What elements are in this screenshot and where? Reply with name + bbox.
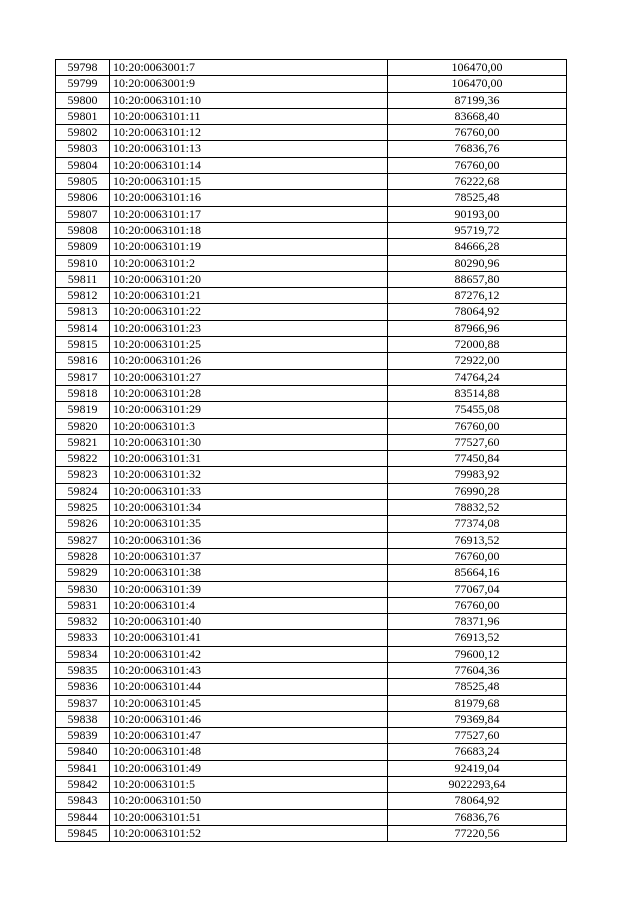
cadastral-value-cell: 76760,00 [388,418,567,434]
cadastral-number-cell: 10:20:0063101:48 [110,744,388,760]
cadastral-value-cell: 87276,12 [388,288,567,304]
cadastral-value-cell: 90193,00 [388,206,567,222]
cadastral-number-cell: 10:20:0063101:35 [110,516,388,532]
cadastral-value-cell: 76913,52 [388,630,567,646]
row-number-cell: 59811 [56,271,110,287]
row-number-cell: 59828 [56,548,110,564]
table-row [56,451,567,467]
row-number-cell: 59800 [56,92,110,108]
cadastral-number-cell: 10:20:0063101:40 [110,614,388,630]
table-row [56,141,567,157]
row-number-cell: 59823 [56,467,110,483]
table-row [56,483,567,499]
cadastral-value-cell: 76836,76 [388,809,567,825]
cadastral-value-cell: 76683,24 [388,744,567,760]
cadastral-number-cell: 10:20:0063101:10 [110,92,388,108]
cadastral-value-cell: 92419,04 [388,760,567,776]
cadastral-number-cell: 10:20:0063101:31 [110,451,388,467]
cadastral-value-cell: 77527,60 [388,728,567,744]
cadastral-number-cell: 10:20:0063101:49 [110,760,388,776]
row-number-cell: 59825 [56,500,110,516]
table-row [56,581,567,597]
cadastral-number-cell: 10:20:0063101:43 [110,662,388,678]
cadastral-value-cell: 83514,88 [388,385,567,401]
row-number-cell: 59818 [56,385,110,401]
row-number-cell: 59809 [56,239,110,255]
row-number-cell: 59810 [56,255,110,271]
cadastral-value-cell: 79983,92 [388,467,567,483]
cadastral-value-cell: 76760,00 [388,597,567,613]
cadastral-number-cell: 10:20:0063101:12 [110,125,388,141]
table-row [56,500,567,516]
cadastral-number-cell: 10:20:0063101:51 [110,809,388,825]
table-row [56,711,567,727]
cadastral-number-cell: 10:20:0063101:17 [110,206,388,222]
row-number-cell: 59830 [56,581,110,597]
cadastral-number-cell: 10:20:0063101:46 [110,711,388,727]
cadastral-value-cell: 77527,60 [388,434,567,450]
cadastral-number-cell: 10:20:0063101:18 [110,222,388,238]
table-row [56,548,567,564]
cadastral-value-cell: 75455,08 [388,402,567,418]
table-row [56,760,567,776]
row-number-cell: 59822 [56,451,110,467]
table-row [56,434,567,450]
row-number-cell: 59840 [56,744,110,760]
table-row [56,597,567,613]
table-row [56,467,567,483]
cadastral-value-cell: 76836,76 [388,141,567,157]
table-row [56,662,567,678]
cadastral-value-cell: 77067,04 [388,581,567,597]
table-row [56,174,567,190]
table-row [56,304,567,320]
cadastral-number-cell: 10:20:0063101:44 [110,679,388,695]
cadastral-number-cell: 10:20:0063101:30 [110,434,388,450]
table-row [56,744,567,760]
row-number-cell: 59812 [56,288,110,304]
cadastral-number-cell: 10:20:0063101:21 [110,288,388,304]
table-row [56,679,567,695]
cadastral-value-cell: 76990,28 [388,483,567,499]
row-number-cell: 59832 [56,614,110,630]
row-number-cell: 59845 [56,825,110,841]
cadastral-number-cell: 10:20:0063101:19 [110,239,388,255]
table-row [56,353,567,369]
cadastral-number-cell: 10:20:0063101:13 [110,141,388,157]
cadastral-number-cell: 10:20:0063001:7 [110,60,388,76]
cadastral-value-cell: 88657,80 [388,271,567,287]
table-row [56,646,567,662]
row-number-cell: 59804 [56,157,110,173]
cadastral-number-cell: 10:20:0063101:5 [110,777,388,793]
row-number-cell: 59808 [56,222,110,238]
cadastral-number-cell: 10:20:0063101:25 [110,337,388,353]
cadastral-value-cell: 83668,40 [388,108,567,124]
table-row [56,337,567,353]
row-number-cell: 59839 [56,728,110,744]
cadastral-number-cell: 10:20:0063101:27 [110,369,388,385]
cadastral-value-cell: 78064,92 [388,793,567,809]
cadastral-value-cell: 78525,48 [388,679,567,695]
table-row [56,418,567,434]
cadastral-number-cell: 10:20:0063001:9 [110,76,388,92]
row-number-cell: 59826 [56,516,110,532]
table-row [56,255,567,271]
table-row [56,614,567,630]
row-number-cell: 59817 [56,369,110,385]
cadastral-number-cell: 10:20:0063101:26 [110,353,388,369]
cadastral-value-cell: 78064,92 [388,304,567,320]
cadastral-number-cell: 10:20:0063101:3 [110,418,388,434]
table-row [56,369,567,385]
cadastral-number-cell: 10:20:0063101:22 [110,304,388,320]
cadastral-value-cell: 87199,36 [388,92,567,108]
cadastral-number-cell: 10:20:0063101:28 [110,385,388,401]
cadastral-number-cell: 10:20:0063101:41 [110,630,388,646]
row-number-cell: 59831 [56,597,110,613]
cadastral-number-cell: 10:20:0063101:15 [110,174,388,190]
cadastral-number-cell: 10:20:0063101:29 [110,402,388,418]
table-row [56,271,567,287]
table-row [56,320,567,336]
cadastral-number-cell: 10:20:0063101:14 [110,157,388,173]
cadastral-value-cell: 74764,24 [388,369,567,385]
row-number-cell: 59814 [56,320,110,336]
table-row [56,157,567,173]
cadastral-number-cell: 10:20:0063101:34 [110,500,388,516]
cadastral-number-cell: 10:20:0063101:23 [110,320,388,336]
cadastral-value-cell: 9022293,64 [388,777,567,793]
row-number-cell: 59827 [56,532,110,548]
cadastral-value-cell: 106470,00 [388,76,567,92]
row-number-cell: 59816 [56,353,110,369]
cadastral-number-cell: 10:20:0063101:47 [110,728,388,744]
row-number-cell: 59837 [56,695,110,711]
row-number-cell: 59843 [56,793,110,809]
cadastral-number-cell: 10:20:0063101:16 [110,190,388,206]
table-row [56,190,567,206]
table-row [56,239,567,255]
table-row [56,402,567,418]
cadastral-number-cell: 10:20:0063101:4 [110,597,388,613]
cadastral-number-cell: 10:20:0063101:42 [110,646,388,662]
table-row [56,695,567,711]
cadastral-value-cell: 77450,84 [388,451,567,467]
cadastral-number-cell: 10:20:0063101:36 [110,532,388,548]
row-number-cell: 59802 [56,125,110,141]
cadastral-value-cell: 85664,16 [388,565,567,581]
row-number-cell: 59841 [56,760,110,776]
cadastral-number-cell: 10:20:0063101:33 [110,483,388,499]
cadastral-value-cell: 106470,00 [388,60,567,76]
cadastral-value-cell: 78832,52 [388,500,567,516]
cadastral-number-cell: 10:20:0063101:50 [110,793,388,809]
table-row [56,630,567,646]
cadastral-number-cell: 10:20:0063101:45 [110,695,388,711]
table-row [56,565,567,581]
table-row [56,825,567,841]
table-row [56,777,567,793]
table-row [56,516,567,532]
cadastral-value-cell: 79600,12 [388,646,567,662]
row-number-cell: 59819 [56,402,110,418]
cadastral-number-cell: 10:20:0063101:37 [110,548,388,564]
row-number-cell: 59815 [56,337,110,353]
cadastral-value-cell: 76760,00 [388,548,567,564]
cadastral-value-cell: 76760,00 [388,157,567,173]
cadastral-value-cell: 77220,56 [388,825,567,841]
table-row [56,793,567,809]
row-number-cell: 59833 [56,630,110,646]
row-number-cell: 59844 [56,809,110,825]
row-number-cell: 59829 [56,565,110,581]
cadastral-value-cell: 81979,68 [388,695,567,711]
table-row [56,288,567,304]
row-number-cell: 59820 [56,418,110,434]
cadastral-value-cell: 84666,28 [388,239,567,255]
table-row [56,728,567,744]
cadastral-value-cell: 78371,96 [388,614,567,630]
cadastral-value-cell: 76760,00 [388,125,567,141]
table-row [56,60,567,76]
cadastral-value-cell: 78525,48 [388,190,567,206]
cadastral-number-cell: 10:20:0063101:39 [110,581,388,597]
row-number-cell: 59835 [56,662,110,678]
cadastral-value-cell: 76222,68 [388,174,567,190]
row-number-cell: 59803 [56,141,110,157]
cadastral-number-cell: 10:20:0063101:52 [110,825,388,841]
table-row [56,385,567,401]
table-row [56,125,567,141]
cadastral-number-cell: 10:20:0063101:2 [110,255,388,271]
cadastral-number-cell: 10:20:0063101:20 [110,271,388,287]
cadastral-number-cell: 10:20:0063101:32 [110,467,388,483]
row-number-cell: 59805 [56,174,110,190]
row-number-cell: 59824 [56,483,110,499]
table-row [56,222,567,238]
cadastral-value-cell: 80290,96 [388,255,567,271]
table-row [56,76,567,92]
cadastral-value-cell: 77374,08 [388,516,567,532]
cadastral-value-cell: 87966,96 [388,320,567,336]
row-number-cell: 59807 [56,206,110,222]
row-number-cell: 59842 [56,777,110,793]
row-number-cell: 59821 [56,434,110,450]
row-number-cell: 59834 [56,646,110,662]
table-row [56,809,567,825]
cadastral-value-cell: 76913,52 [388,532,567,548]
row-number-cell: 59801 [56,108,110,124]
cadastral-value-cell: 79369,84 [388,711,567,727]
row-number-cell: 59836 [56,679,110,695]
cadastral-value-cell: 77604,36 [388,662,567,678]
cadastral-number-cell: 10:20:0063101:38 [110,565,388,581]
cadastral-value-table [55,59,567,842]
row-number-cell: 59806 [56,190,110,206]
row-number-cell: 59813 [56,304,110,320]
cadastral-number-cell: 10:20:0063101:11 [110,108,388,124]
row-number-cell: 59838 [56,711,110,727]
cadastral-value-cell: 72000,88 [388,337,567,353]
cadastral-value-cell: 72922,00 [388,353,567,369]
cadastral-value-cell: 95719,72 [388,222,567,238]
table-row [56,206,567,222]
row-number-cell: 59798 [56,60,110,76]
row-number-cell: 59799 [56,76,110,92]
table-row [56,92,567,108]
table-row [56,108,567,124]
table-row [56,532,567,548]
table-body [56,60,567,842]
